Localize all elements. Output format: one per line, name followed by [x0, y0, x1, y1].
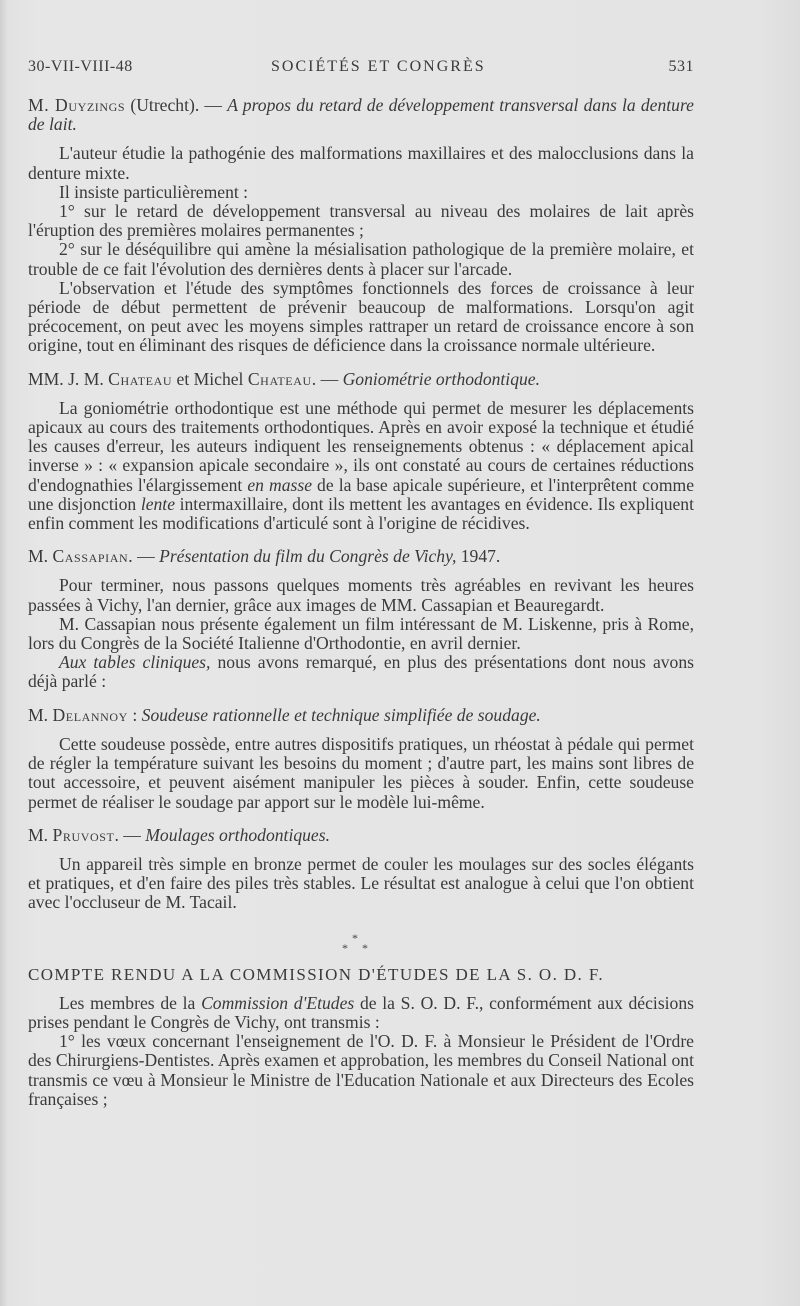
- year: 1947.: [456, 546, 501, 567]
- text-run: de la base apicale supérieure, et l'interprêtent comme une disjonction: [28, 474, 694, 514]
- paragraph: [28, 653, 694, 691]
- running-head: [28, 58, 694, 80]
- author-prefix: M.: [28, 824, 53, 845]
- star-icon: *: [342, 940, 348, 955]
- paragraph: [28, 399, 694, 533]
- text-run: nous avons remarqué, en plus des présentations dont nous avons déjà parlé :: [28, 652, 695, 692]
- entry-heading-cassapian: [28, 547, 694, 566]
- separator: . —: [114, 824, 146, 845]
- author-prefix: M.: [28, 546, 53, 567]
- list-item: 1° les vœux concernant l'enseignement de l'O. D. F. à Monsieur le Président de l'Ordre des Chirurgiens-Dentistes. Après examen et approbation, les membres du Conseil National ont transmis ce vœu à Monsieur le Ministre de l'Education Nationale et aux Directeurs des Ecoles françaises ;: [28, 1031, 694, 1109]
- author-name: Chateau: [108, 368, 173, 389]
- list-item: 1° sur le retard de développement transversal au niveau des molaires de lait après l'éruption des premières molaires permanentes ;: [28, 201, 694, 241]
- star-icon: *: [362, 940, 368, 955]
- page-number: 531: [668, 58, 694, 75]
- page-body: [28, 96, 694, 1109]
- paragraph: Cette soudeuse possède, entre autres dispositifs pratiques, un rhéostat à pédale qui permet de régler la température suivant les besoins du moment ; d'autre part, les mains sont libres de tout accessoire, et peuvent aisément manipuler les pièces à souder. Enfin, cette soudeuse permet de réaliser le soudage par apport sur le modèle lui-même.: [28, 733, 694, 812]
- text-run: de la S. O. D. F., conformément aux décisions prises pendant le Congrès de Vichy, ont transmis :: [28, 992, 694, 1032]
- communication-title: Soudeuse rationnelle et technique simplifiée de soudage.: [141, 704, 541, 725]
- communication-title: Goniométrie orthodontique.: [342, 368, 541, 389]
- paragraph: L'observation et l'étude des symptômes fonctionnels des forces de croissance à leur période de début permettent de prévenir beaucoup de malformations. Lorsqu'on agit précocement, on peut avec les moyens simples rattraper un retard de croissance encore à son origine, tout en éliminant des risques de déficience dans la croissance normale ultérieure.: [28, 277, 694, 356]
- author-name: M. Duyzings: [28, 95, 126, 115]
- header-date: 30-VII-VIII-48: [28, 58, 133, 75]
- communication-title: A propos du retard de développement transversal dans la denture de lait.: [28, 95, 694, 135]
- communication-title: Présentation du film du Congrès de Vichy,: [159, 546, 457, 567]
- emphasis: lente: [140, 493, 176, 514]
- entry-heading-delannoy: [28, 706, 694, 725]
- author-connector: et Michel: [172, 368, 248, 389]
- emphasis: Commission d'Etudes: [201, 992, 355, 1013]
- entry-heading-duyzings: [28, 96, 694, 134]
- separator: . —: [128, 546, 160, 567]
- header-section-title: SOCIÉTÉS ET CONGRÈS: [271, 58, 486, 75]
- paragraph: Pour terminer, nous passons quelques moments très agréables en revivant les heures passées à Vichy, l'an dernier, grâce aux images de MM. Cassapian et Beauregardt.: [28, 575, 694, 615]
- list-item: 2° sur le déséquilibre qui amène la mésialisation pathologique de la première molaire, et trouble de ce fait l'évolution des dernières dents à placer sur l'arcade.: [28, 239, 694, 279]
- author-name: Chateau: [247, 368, 312, 389]
- star-icon: *: [352, 930, 358, 945]
- text-run: La goniométrie orthodontique est une méthode qui permet de mesurer les déplacements apicaux au cours des traitements orthodontiques. Après en avoir exposé la technique et étudié les causes d'erreur, les auteurs indiquent les renseignements obtenus : « déplacement apical inverse » : « expansion apicale secondaire », ils ont constaté au cours de certaines réductions d'endognathies l'élargissement: [28, 397, 694, 495]
- author-prefix: MM. J. M.: [28, 368, 109, 389]
- author-name: Pruvost: [52, 824, 115, 845]
- paragraph: Il insiste particulièrement :: [59, 181, 249, 202]
- author-name: Delannoy: [52, 704, 128, 725]
- emphasis: en masse: [247, 474, 313, 495]
- text-run: intermaxillaire, dont ils mettent les avantages en évidence. Ils expliquent enfin comment les modifications d'articulé sont à l'origine de récidives.: [28, 493, 694, 534]
- section-heading: COMPTE RENDU A LA COMMISSION D'ÉTUDES DE LA S. O. D. F.: [28, 964, 605, 984]
- author-place: (Utrecht). —: [125, 95, 228, 115]
- text-run: Les membres de la: [59, 992, 202, 1013]
- author-name: Cassapian: [52, 546, 129, 567]
- entry-heading-pruvost: [28, 826, 694, 845]
- asterism-ornament: [28, 923, 694, 957]
- author-prefix: M.: [28, 704, 53, 725]
- emphasis: Aux tables cliniques,: [59, 652, 211, 673]
- paragraph: Un appareil très simple en bronze permet de couler les moulages sur des socles élégants et pratiques, et d'en faire des piles très stables. Le résultat est analogue à celui que l'on obtient avec l'occluseur de M. Tacail.: [28, 853, 694, 913]
- paragraph: M. Cassapian nous présente également un film intéressant de M. Liskenne, pris à Rome, lors du Congrès de la Société Italienne d'Orthodontie, en avril dernier.: [28, 613, 694, 654]
- paragraph: L'auteur étudie la pathogénie des malformations maxillaires et des malocclusions dans la denture mixte.: [28, 143, 694, 183]
- separator: :: [127, 704, 142, 725]
- communication-title: Moulages orthodontiques.: [145, 824, 330, 845]
- entry-heading-chateau: [28, 370, 694, 389]
- paragraph: [28, 994, 694, 1032]
- separator: . —: [311, 368, 343, 389]
